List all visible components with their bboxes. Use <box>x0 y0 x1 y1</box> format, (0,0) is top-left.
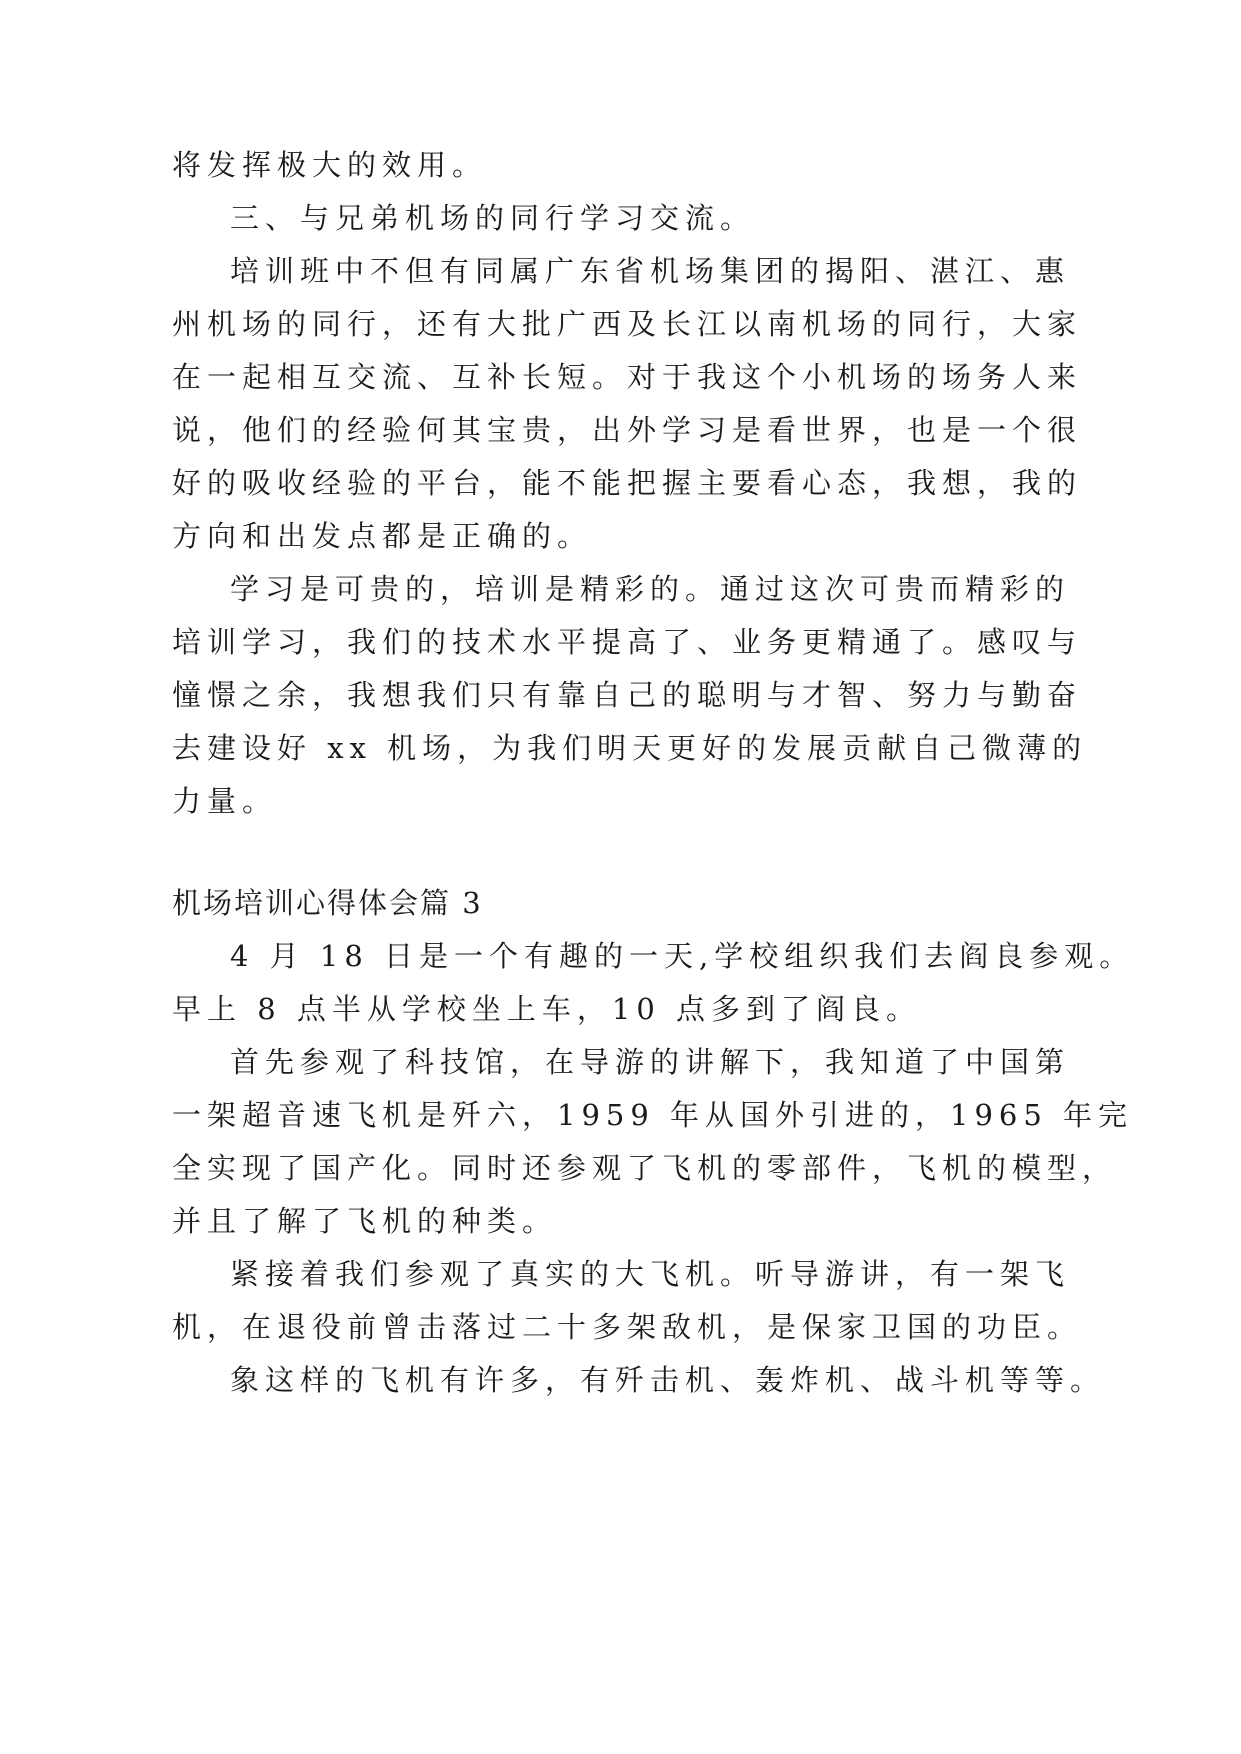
paragraph-line: 培训学习，我们的技术水平提高了、业务更精通了。感叹与 <box>172 625 1083 659</box>
paragraph-line: 并且了解了飞机的种类。 <box>172 1204 558 1238</box>
paragraph-line: 早上 8 点半从学校坐上车，10 点多到了阎良。 <box>172 992 922 1026</box>
paragraph-line: 机，在退役前曾击落过二十多架敌机，是保家卫国的功臣。 <box>172 1310 1083 1344</box>
paragraph-line: 象这样的飞机有许多，有歼击机、轰炸机、战斗机等等。 <box>230 1363 1106 1397</box>
paragraph-line: 说，他们的经验何其宝贵，出外学习是看世界，也是一个很 <box>172 413 1083 447</box>
article-title: 机场培训心得体会篇 3 <box>172 886 483 920</box>
paragraph-line: 全实现了国产化。同时还参观了飞机的零部件，飞机的模型， <box>172 1151 1118 1185</box>
paragraph-line: 在一起相互交流、互补长短。对于我这个小机场的场务人来 <box>172 360 1083 394</box>
paragraph-line: 憧憬之余，我想我们只有靠自己的聪明与才智、努力与勤奋 <box>172 678 1083 712</box>
paragraph-line: 去建设好 xx 机场，为我们明天更好的发展贡献自己微薄的 <box>172 731 1088 765</box>
paragraph-line: 好的吸收经验的平台，能不能把握主要看心态，我想，我的 <box>172 466 1083 500</box>
paragraph-line: 培训班中不但有同属广东省机场集团的揭阳、湛江、惠 <box>230 254 1071 288</box>
paragraph-line: 学习是可贵的，培训是精彩的。通过这次可贵而精彩的 <box>230 572 1071 606</box>
paragraph-line: 4 月 18 日是一个有趣的一天,学校组织我们去阎良参观。 <box>230 939 1135 973</box>
paragraph-line: 力量。 <box>172 784 278 818</box>
paragraph-line: 将发挥极大的效用。 <box>172 148 488 182</box>
paragraph-line: 首先参观了科技馆，在导游的讲解下，我知道了中国第 <box>230 1045 1071 1079</box>
paragraph-line: 州机场的同行，还有大批广西及长江以南机场的同行，大家 <box>172 307 1083 341</box>
section-heading: 三、与兄弟机场的同行学习交流。 <box>230 201 756 235</box>
paragraph-line: 一架超音速飞机是歼六，1959 年从国外引进的，1965 年完 <box>172 1098 1134 1132</box>
paragraph-line: 紧接着我们参观了真实的大飞机。听导游讲，有一架飞 <box>230 1257 1071 1291</box>
paragraph-line: 方向和出发点都是正确的。 <box>172 519 593 553</box>
